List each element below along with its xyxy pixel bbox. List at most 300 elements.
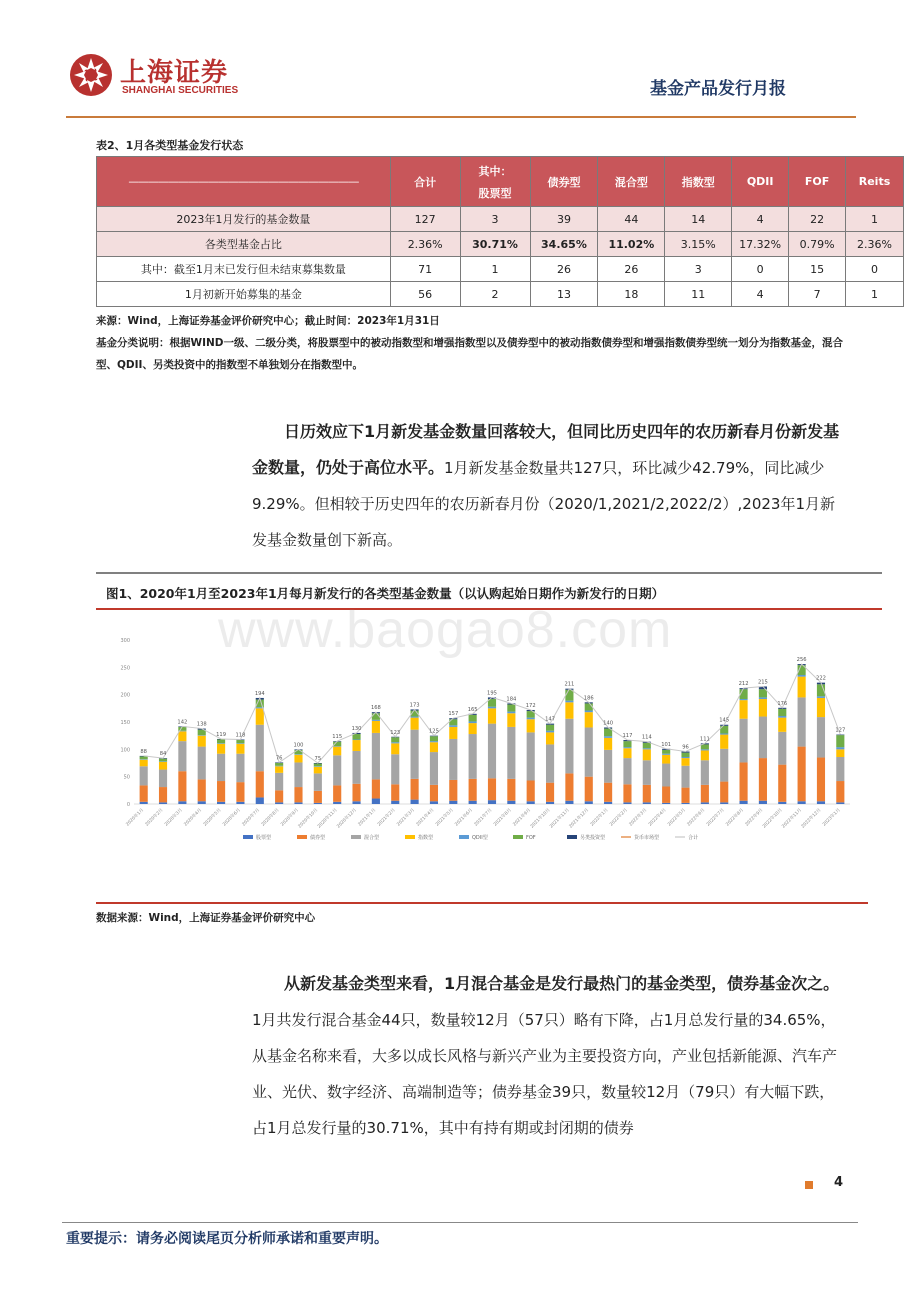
bar-segment	[701, 802, 709, 804]
total-data-label: 115	[332, 734, 343, 741]
bar-segment	[488, 707, 496, 709]
legend-label: 合计	[688, 835, 699, 841]
total-data-label: 96	[682, 744, 689, 751]
bar-segment	[817, 758, 825, 802]
x-tick-label: 2020年8月	[260, 807, 281, 828]
shanghai-securities-emblem-icon	[68, 52, 114, 98]
bar-segment	[507, 713, 515, 727]
bar-segment	[430, 741, 438, 742]
bar-segment	[430, 801, 438, 804]
page-marker-icon	[805, 1181, 813, 1189]
header-qdii: QDII	[732, 157, 789, 207]
bar-segment	[178, 801, 186, 804]
watermark: www.baogao8.com	[218, 601, 673, 659]
x-tick-label: 2021年10月	[529, 807, 552, 830]
bar-segment	[314, 767, 322, 774]
bar-segment	[198, 779, 206, 801]
x-tick-label: 2022年3月	[628, 807, 649, 828]
bar-segment	[585, 777, 593, 802]
table-cell: 4	[732, 282, 789, 307]
total-data-label: 138	[196, 721, 207, 728]
legend-label: 货币市场型	[634, 835, 660, 841]
x-tick-label: 2020年9月	[280, 807, 300, 828]
bar-segment	[604, 783, 612, 802]
x-tick-label: 2022年12月	[800, 807, 823, 830]
bar-segment	[411, 718, 419, 730]
bar-segment	[333, 785, 341, 801]
bar-segment	[701, 749, 709, 750]
bar-segment	[236, 740, 244, 743]
row-label: 1月初新开始募集的基金	[97, 282, 391, 307]
total-data-label: 145	[719, 717, 730, 724]
table-cell: 71	[390, 257, 460, 282]
x-tick-label: 2021年12月	[568, 807, 591, 830]
header-stock	[460, 157, 530, 207]
x-tick-label: 2021年9月	[512, 807, 533, 828]
total-data-label: 111	[699, 736, 710, 743]
bar-segment	[527, 780, 535, 801]
table-cell: 17.32%	[732, 232, 789, 257]
total-data-label: 127	[835, 727, 846, 734]
bar-segment	[836, 735, 844, 736]
table-cell: 3.15%	[665, 232, 732, 257]
bar-segment	[140, 759, 148, 760]
bar-segment	[294, 802, 302, 804]
header-mixed: 混合型	[598, 157, 665, 207]
classification-note: 基金分类说明：根据WIND一级、二级分类，将股票型中的被动指数型和增强指数型以及债券型中的被动指数债券型和增强指数债券型统一划分为指数基金，混合型、QDII、另类投资中的指数型不单独划分在指数型中。	[96, 337, 843, 371]
bar-segment	[430, 742, 438, 752]
bar-segment	[314, 803, 322, 804]
total-data-label: 100	[293, 742, 304, 749]
bar-segment	[256, 725, 264, 771]
bar-segment	[527, 719, 535, 732]
bar-segment	[256, 771, 264, 797]
bar-segment	[507, 727, 515, 779]
bar-segment	[159, 787, 167, 802]
total-data-label: 123	[390, 729, 401, 736]
table-source-note: 来源：Wind，上海证券基金评价研究中心；截止时间：2023年1月31日	[96, 315, 440, 327]
bar-segment	[140, 785, 148, 801]
table-cell: 2.36%	[846, 232, 904, 257]
bar-segment	[411, 717, 419, 718]
bar-segment	[178, 771, 186, 801]
paragraph-body: 1月共发行混合基金44只，数量较12月（57只）略有下降，占1月总发行量的34.65%，从基金名称来看，大多以成长风格与新兴产业为主要投资方向，产业包括新能源、汽车产业、光伏、数字经济、高端制造等；债券基金39只，数量较12月（79只）有大幅下跌，占1月总发行量的30.71%，其中有持有期或封闭期的债券	[252, 1011, 838, 1137]
table-cell: 34.65%	[530, 232, 598, 257]
bar-segment	[159, 761, 167, 762]
bar-segment	[294, 750, 302, 754]
bar-segment	[836, 757, 844, 781]
bar-segment	[391, 754, 399, 784]
bar-segment	[294, 762, 302, 787]
bar-segment	[662, 755, 670, 764]
row-label: 其中：截至1月末已发行但未结束募集数量	[97, 257, 391, 282]
header-reits: Reits	[846, 157, 904, 207]
total-data-label: 76	[275, 755, 283, 762]
legend-label: 另类投资型	[580, 835, 606, 841]
bar-segment	[701, 760, 709, 785]
total-data-label: 222	[816, 675, 826, 682]
row-label: 2023年1月发行的基金数量	[97, 207, 391, 232]
bar-segment	[236, 802, 244, 804]
bar-segment	[585, 727, 593, 776]
bar-segment	[720, 802, 728, 804]
x-tick-label: 2021年4月	[415, 807, 436, 828]
figure-bottom-divider	[96, 902, 868, 904]
bar-segment	[565, 801, 573, 804]
logo-english-name: SHANGHAI SECURITIES	[122, 85, 239, 96]
table-cell: 26	[530, 257, 598, 282]
bar-segment	[159, 802, 167, 804]
table-cell: 39	[530, 207, 598, 232]
bar-segment	[507, 801, 515, 804]
table-cell: 1	[460, 257, 530, 282]
table-caption: 表2、1月各类型基金发行状态	[96, 139, 244, 152]
bar-segment	[236, 744, 244, 754]
x-tick-label: 2022年9月	[744, 807, 765, 828]
table-cell: 13	[530, 282, 598, 307]
bar-segment	[275, 802, 283, 804]
fund-issuance-table	[96, 156, 904, 307]
bar-segment	[275, 766, 283, 767]
table-header-row	[97, 157, 904, 207]
bar-segment	[740, 700, 748, 719]
bar-segment	[449, 727, 457, 739]
bar-segment	[681, 788, 689, 803]
bar-segment	[391, 743, 399, 754]
bar-segment	[759, 689, 767, 697]
total-data-label: 88	[140, 748, 147, 755]
bar-segment	[159, 762, 167, 770]
bar-segment	[836, 749, 844, 757]
bar-segment	[275, 790, 283, 802]
bar-segment	[198, 747, 206, 780]
bar-segment	[372, 733, 380, 779]
bar-segment	[236, 743, 244, 744]
x-tick-label: 2021年11月	[549, 807, 571, 830]
bar-segment	[740, 699, 748, 700]
bar-segment	[585, 801, 593, 804]
bar-segment	[159, 759, 167, 762]
legend-swatch	[567, 835, 577, 839]
total-data-label: 147	[545, 716, 556, 723]
table-cell: 1	[846, 207, 904, 232]
table-cell: 15	[789, 257, 846, 282]
bar-segment	[217, 739, 225, 743]
x-tick-label: 2021年6月	[454, 807, 475, 828]
y-tick-label: 0	[126, 802, 130, 808]
bar-segment	[836, 781, 844, 802]
total-data-label: 157	[448, 711, 459, 718]
header-stock-line1: 其中：	[478, 164, 512, 178]
bar-segment	[469, 734, 477, 779]
bar-segment	[623, 747, 631, 748]
total-data-label: 212	[738, 681, 749, 688]
x-tick-label: 2022年2月	[609, 807, 629, 828]
bar-segment	[411, 730, 419, 779]
bar-segment	[604, 750, 612, 783]
x-tick-label: 2020年10月	[297, 807, 320, 830]
bar-segment	[469, 721, 477, 723]
table-row	[97, 207, 904, 232]
total-data-label: 176	[777, 700, 788, 707]
bar-segment	[740, 801, 748, 804]
bar-segment	[217, 744, 225, 754]
table-cell: 22	[789, 207, 846, 232]
bar-segment	[314, 764, 322, 767]
x-tick-label: 2020年11月	[317, 807, 339, 830]
bar-segment	[198, 801, 206, 804]
bar-segment	[527, 801, 535, 804]
bar-segment	[352, 784, 360, 801]
bar-segment	[643, 785, 651, 802]
total-data-label: 114	[641, 734, 652, 741]
bar-segment	[740, 719, 748, 763]
y-tick-label: 300	[120, 638, 130, 644]
bar-segment	[217, 754, 225, 781]
total-data-label: 84	[159, 751, 167, 758]
header-bond: 债券型	[530, 157, 598, 207]
x-tick-label: 2021年3月	[396, 807, 417, 828]
x-tick-label: 2022年6月	[686, 807, 707, 828]
table-cell: 30.71%	[460, 232, 530, 257]
bar-segment	[623, 784, 631, 802]
x-tick-label: 2021年8月	[493, 807, 513, 828]
header-fof: FOF	[789, 157, 846, 207]
bar-segment	[391, 737, 399, 742]
bar-segment	[817, 801, 825, 804]
x-tick-label: 2020年6月	[222, 807, 242, 828]
legend-label: QDII型	[472, 835, 488, 841]
legend-swatch	[243, 835, 253, 839]
bar-segment	[546, 725, 554, 731]
bar-segment	[662, 764, 670, 787]
total-data-label: 256	[796, 657, 807, 664]
bar-segment	[565, 701, 573, 703]
bar-segment	[469, 723, 477, 734]
bar-segment	[798, 677, 806, 698]
table-cell: 11	[665, 282, 732, 307]
bar-segment	[701, 750, 709, 760]
logo-chinese-name: 上海证券	[120, 58, 229, 88]
header-index: 指数型	[665, 157, 732, 207]
bar-segment	[449, 725, 457, 727]
bar-segment	[759, 697, 767, 699]
bar-segment	[449, 801, 457, 804]
report-title: 基金产品发行月报	[650, 79, 786, 99]
bar-segment	[507, 705, 515, 712]
bar-segment	[352, 734, 360, 739]
bar-segment	[546, 783, 554, 802]
total-data-label: 75	[314, 756, 322, 762]
bar-segment	[701, 785, 709, 802]
bar-segment	[623, 748, 631, 758]
bar-segment	[817, 696, 825, 698]
table-cell: 18	[598, 282, 665, 307]
legend-swatch	[297, 835, 307, 839]
bar-segment	[778, 732, 786, 765]
bar-segment	[294, 754, 302, 755]
y-tick-label: 100	[120, 747, 130, 754]
bar-segment	[585, 712, 593, 727]
bar-segment	[352, 751, 360, 784]
x-tick-label: 2020年7月	[241, 807, 262, 828]
bar-segment	[546, 802, 554, 804]
header-stock-line2: 股票型	[478, 186, 512, 200]
paragraph-fund-types	[252, 966, 848, 1146]
bar-segment	[546, 744, 554, 782]
x-tick-label: 2022年1月	[589, 807, 610, 828]
bar-segment	[623, 758, 631, 784]
bar-segment	[778, 718, 786, 732]
bar-segment	[411, 800, 419, 804]
bar-segment	[604, 736, 612, 738]
bar-segment	[604, 802, 612, 804]
figure-title: 图1、2020年1月至2023年1月每月新发行的各类型基金数量（以认购起始日期作为新发行的日期）	[106, 586, 665, 601]
footer-notice: 重要提示：请务必阅读尾页分析师承诺和重要声明。	[66, 1231, 388, 1247]
bar-segment	[720, 782, 728, 803]
table-cell: 3	[665, 257, 732, 282]
bar-segment	[662, 787, 670, 803]
legend-label: 混合型	[364, 835, 380, 841]
bar-segment	[585, 703, 593, 710]
bar-segment	[217, 743, 225, 744]
bar-segment	[294, 755, 302, 763]
bar-segment	[314, 791, 322, 803]
legend-label: FOF	[526, 835, 536, 841]
total-data-label: 215	[757, 679, 768, 686]
bar-segment	[198, 736, 206, 747]
bar-segment	[720, 749, 728, 782]
bar-segment	[759, 758, 767, 801]
bar-segment	[681, 803, 689, 804]
total-data-label: 101	[661, 741, 672, 748]
table-cell: 127	[390, 207, 460, 232]
table-cell: 3	[460, 207, 530, 232]
bar-segment	[256, 708, 264, 724]
x-tick-label: 2022年5月	[667, 807, 687, 828]
table-cell: 14	[665, 207, 732, 232]
x-tick-label: 2022年8月	[725, 807, 745, 828]
paragraph-highlight: 日历效应下1月新发基金数量回落较大，但同比历史四年的农历新春月份新发基金数量，仍处于高位水平。	[252, 422, 840, 477]
bar-segment	[236, 782, 244, 802]
legend-label: 股票型	[256, 835, 272, 841]
paragraph-highlight: 从新发基金类型来看，1月混合基金是发行最热门的基金类型，债券基金次之。	[284, 974, 840, 993]
bar-segment	[740, 762, 748, 800]
bar-segment	[217, 802, 225, 804]
bar-segment	[352, 801, 360, 804]
bar-segment	[333, 802, 341, 804]
bar-segment	[604, 738, 612, 750]
bar-segment	[565, 702, 573, 718]
total-data-label: 119	[216, 731, 227, 738]
bar-segment	[140, 802, 148, 804]
bar-segment	[681, 757, 689, 758]
bar-segment	[565, 690, 573, 701]
bar-segment	[430, 736, 438, 741]
x-tick-label: 2021年5月	[435, 807, 455, 828]
bar-segment	[643, 749, 651, 760]
bar-segment	[430, 785, 438, 801]
footer-divider	[62, 1222, 858, 1223]
total-data-label: 140	[603, 720, 614, 727]
table-cell: 11.02%	[598, 232, 665, 257]
bar-segment	[391, 742, 399, 743]
total-data-label: 130	[351, 725, 362, 732]
x-tick-label: 2022年7月	[706, 807, 726, 828]
table-row	[97, 232, 904, 257]
bar-segment	[527, 732, 535, 780]
bar-segment	[488, 778, 496, 800]
figure-top-divider	[96, 572, 882, 574]
header-divider	[66, 116, 856, 118]
bar-segment	[178, 731, 186, 741]
table-cell: 0	[732, 257, 789, 282]
legend-label: 债券型	[310, 835, 326, 841]
total-data-label: 168	[370, 705, 381, 712]
y-tick-label: 200	[120, 692, 130, 699]
total-data-label: 186	[583, 695, 594, 702]
bar-segment	[546, 731, 554, 733]
bar-segment	[140, 760, 148, 767]
bar-segment	[623, 802, 631, 804]
y-tick-label: 50	[123, 774, 130, 781]
bar-segment	[836, 802, 844, 804]
bar-segment	[565, 773, 573, 800]
table-row	[97, 257, 904, 282]
bar-segment	[488, 724, 496, 779]
total-data-label: 125	[428, 728, 439, 735]
bar-segment	[527, 718, 535, 720]
bar-segment	[546, 732, 554, 744]
x-tick-label: 2020年3月	[164, 807, 184, 828]
bar-segment	[391, 801, 399, 804]
figure-source: 数据来源：Wind，上海证券基金评价研究中心	[96, 912, 316, 924]
bar-segment	[759, 801, 767, 804]
total-data-label: 172	[525, 702, 536, 709]
table-cell: 1	[846, 282, 904, 307]
bar-segment	[507, 712, 515, 714]
table-cell: 2	[460, 282, 530, 307]
x-tick-label: 2021年1月	[357, 807, 378, 828]
bar-segment	[681, 753, 689, 757]
company-logo	[68, 50, 238, 100]
y-tick-label: 150	[120, 720, 130, 726]
bar-segment	[585, 711, 593, 713]
bar-segment	[759, 699, 767, 716]
bar-segment	[643, 748, 651, 749]
total-data-label: 211	[564, 681, 575, 688]
bar-segment	[817, 698, 825, 717]
bar-segment	[275, 763, 283, 766]
x-tick-label: 2020年5月	[202, 807, 223, 828]
bar-segment	[430, 752, 438, 785]
table-cell: 4	[732, 207, 789, 232]
table-row	[97, 282, 904, 307]
bar-segment	[469, 715, 477, 722]
x-tick-label: 2020年1月	[125, 807, 146, 828]
bar-segment	[759, 717, 767, 759]
bar-segment	[643, 743, 651, 748]
bar-segment	[333, 755, 341, 785]
x-tick-label: 2022年4月	[647, 807, 668, 828]
bar-segment	[778, 802, 786, 804]
y-tick-label: 250	[120, 665, 130, 672]
bar-segment	[314, 773, 322, 790]
total-data-label: 165	[467, 706, 478, 713]
bar-segment	[643, 760, 651, 785]
bar-segment	[662, 750, 670, 754]
bar-segment	[836, 747, 844, 749]
